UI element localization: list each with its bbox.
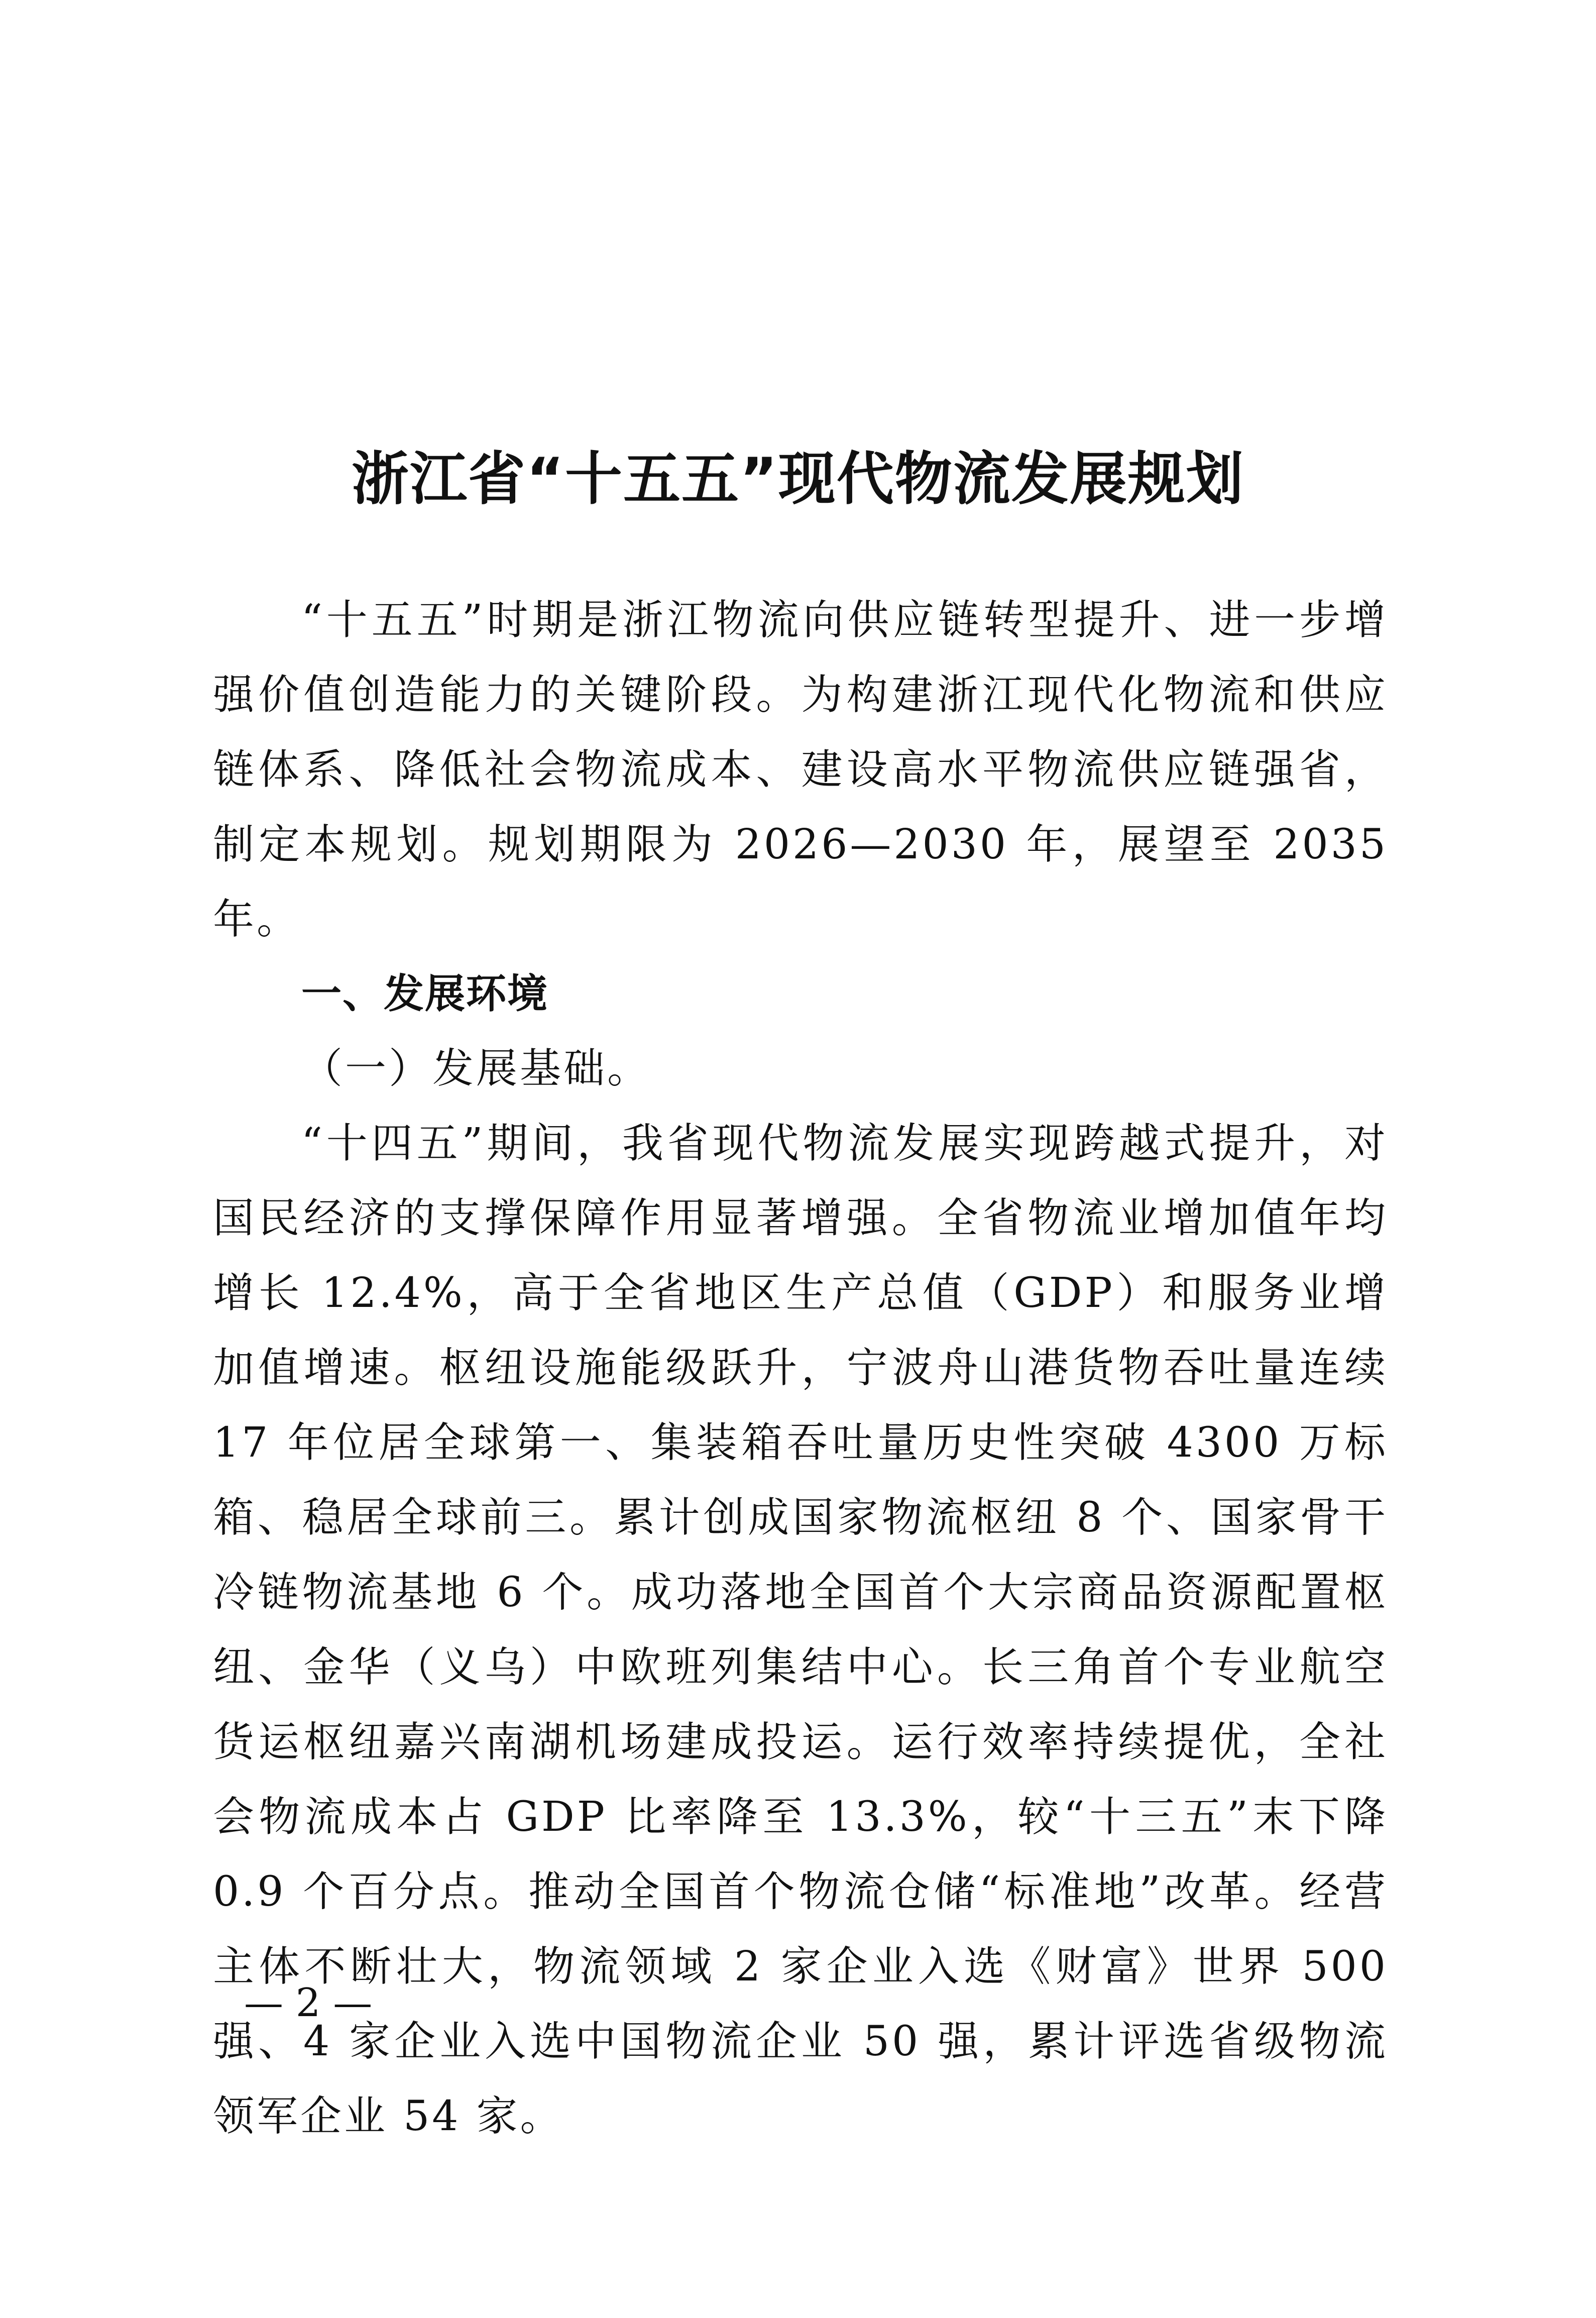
document-title: 浙江省“十五五”现代物流发展规划 [352,446,1244,513]
body-paragraph: “十四五”期间，我省现代物流发展实现跨越式提升，对国民经济的支撑保障作用显著增强。全省物流业增加值年均增长 12.4%，高于全省地区生产总值（GDP）和服务业增加值增速。枢纽设施能级跃升，宁波舟山港货物吞吐量连续 17 年位居全球第一、集装箱吞吐量历史性突破 4300 万标箱、稳居全球前三。累计创成国家物流枢纽 8 个、国家骨干冷链物流基地 6 个。成功落地全国首个大宗商品资源配置枢纽、金华（义乌）中欧班列集结中心。长三角首个专业航空货运枢纽嘉兴南湖机场建成投运。运行效率持续提优，全社会物流成本占 GDP 比率降至 13.3%，较“十三五”末下降 0.9 个百分点。推动全国首个物流仓储“标准地”改革。经营主体不断壮大，物流领域 2 家企业入选《财富》世界 500 强、4 家企业入选中国物流企业 50 强，累计评选省级物流领军企业 54 家。 [213,1120,1388,2140]
intro-paragraph: “十五五”时期是浙江物流向供应链转型提升、进一步增强价值创造能力的关键阶段。为构建浙江现代化物流和供应链体系、降低社会物流成本、建设高水平物流供应链强省，制定本规划。规划期限为 2026—2030 年，展望至 2035 年。 [213,596,1388,943]
section-heading: 一、发展环境 [301,970,548,1017]
subsection-heading: （一）发展基础。 [301,1045,651,1092]
document-body [213,583,1388,2154]
page-number: — 2 — [244,1980,373,2026]
